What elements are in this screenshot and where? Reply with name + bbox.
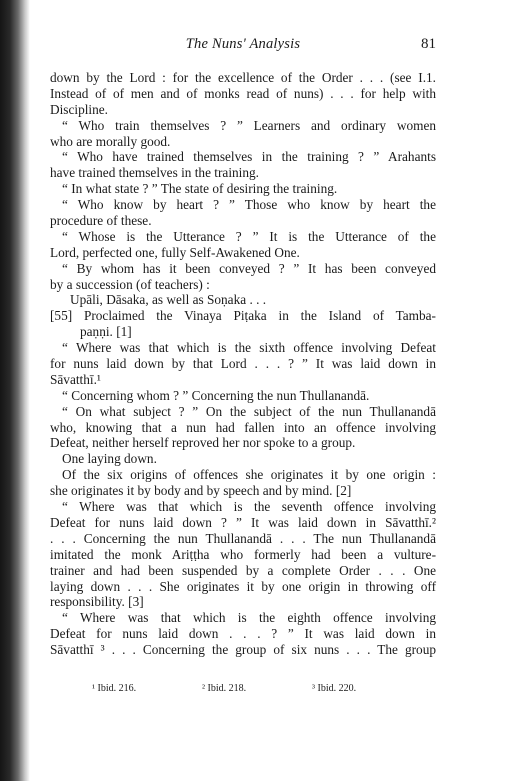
text-line: [55] Proclaimed the Vinaya Piṭaka in the Island of Tamba- bbox=[50, 308, 436, 324]
text-line: One laying down. bbox=[62, 451, 157, 467]
book-binding-shadow bbox=[0, 0, 30, 781]
page-number: 81 bbox=[421, 36, 436, 52]
text-line: “ Where was that which is the eighth offence involving bbox=[62, 610, 436, 626]
text-line: imitated the monk Ariṭṭha who formerly had been a vulture- bbox=[50, 546, 436, 562]
text-line: . . . Concerning the nun Thullanandā . . . The nun Thullanandā bbox=[50, 530, 436, 546]
text-line: by a succession (of teachers) : bbox=[50, 276, 210, 292]
footnote-2: ² Ibid. 218. bbox=[202, 683, 247, 694]
running-title: The Nuns' Analysis bbox=[185, 36, 301, 52]
text-line: “ Whose is the Utterance ? ” It is the Utterance of the bbox=[62, 228, 436, 244]
text-line: Defeat for nuns laid down . . . ? ” It was laid down in bbox=[50, 626, 436, 642]
text-line: Upāli, Dāsaka, as well as Soṇaka . . . bbox=[70, 292, 267, 308]
text-line: paṇṇi. [1] bbox=[80, 324, 132, 340]
text-line: procedure of these. bbox=[50, 213, 152, 229]
footnote-1: ¹ Ibid. 216. bbox=[92, 683, 137, 694]
text-line: Defeat, neither herself reproved her nor spoke to a group. bbox=[50, 435, 356, 451]
text-line: Of the six origins of offences she originates it by one origin : bbox=[62, 467, 436, 483]
text-line: “ Who know by heart ? ” Those who know by heart the bbox=[62, 197, 436, 213]
book-page bbox=[50, 0, 436, 781]
text-line: for nuns laid down by that Lord . . . ? ” It was laid down in bbox=[50, 356, 436, 372]
text-line: laying down . . . She originates it by one origin in throwing off bbox=[50, 578, 436, 594]
text-line: who are morally good. bbox=[50, 133, 171, 149]
text-line: Sāvatthī.¹ bbox=[50, 371, 101, 387]
footnote-3: ³ Ibid. 220. bbox=[312, 683, 357, 694]
text-line: Lord, perfected one, fully Self-Awakened One. bbox=[50, 244, 300, 260]
text-line: “ Concerning whom ? ” Concerning the nun Thullanandā. bbox=[62, 387, 370, 403]
text-line: “ Where was that which is the sixth offence involving Defeat bbox=[62, 340, 436, 356]
footnotes bbox=[50, 683, 436, 699]
text-line: responsibility. [3] bbox=[50, 594, 144, 610]
text-line: “ In what state ? ” The state of desiring the training. bbox=[62, 181, 338, 197]
text-line: “ Where was that which is the seventh offence involving bbox=[62, 499, 436, 515]
text-line: trainer and had been suspended by a complete Order . . . One bbox=[50, 562, 436, 578]
text-line: down by the Lord : for the excellence of the Order . . . (see I.1. bbox=[50, 70, 436, 85]
text-line: have trained themselves in the training. bbox=[50, 165, 259, 181]
text-line: who, knowing that a nun had fallen into an offence involving bbox=[50, 419, 436, 435]
text-line: “ By whom has it been conveyed ? ” It has been conveyed bbox=[62, 260, 436, 276]
page-header bbox=[50, 36, 436, 56]
text-line: Discipline. bbox=[50, 101, 108, 117]
text-line: she originates it by body and by speech and by mind. [2] bbox=[50, 483, 352, 499]
text-line: “ Who have trained themselves in the training ? ” Arahants bbox=[62, 149, 436, 165]
text-line: Instead of of men and of monks read of nuns) . . . for help with bbox=[50, 85, 436, 101]
text-line: Defeat for nuns laid down ? ” It was laid down in Sāvatthī.² bbox=[50, 514, 436, 530]
text-line: “ Who train themselves ? ” Learners and ordinary women bbox=[62, 117, 436, 133]
text-line: “ On what subject ? ” On the subject of the nun Thullanandā bbox=[62, 403, 436, 419]
text-line: Sāvatthī ³ . . . Concerning the group of six nuns . . . The group bbox=[50, 642, 436, 658]
body-text bbox=[50, 70, 436, 658]
